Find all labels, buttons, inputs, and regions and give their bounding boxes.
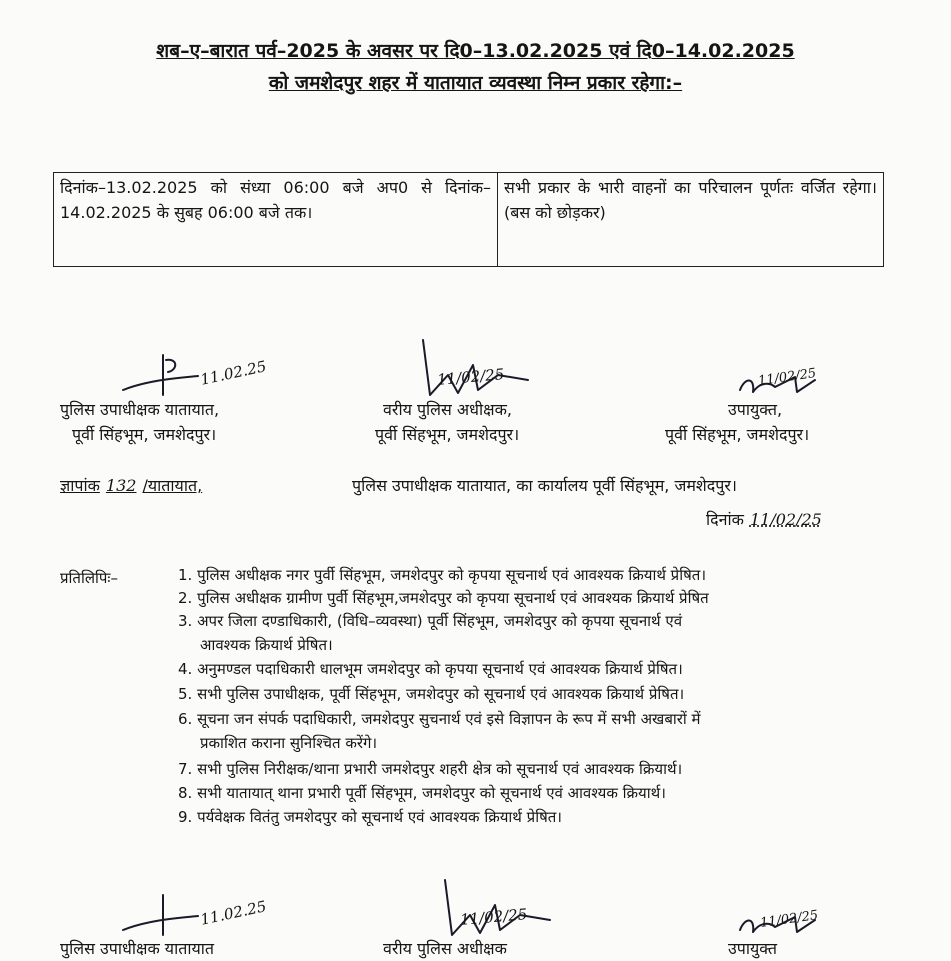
memo-number-value: 132 [105, 476, 137, 495]
copy-item-continuation: प्रकाशित कराना सुनिश्चित करेंगे। [200, 734, 378, 752]
copy-item: 9. पर्यवेक्षक वितंतु जमशेदपुर को सूचनार्थ एवं आवश्यक क्रियार्थ प्रेषित। [178, 808, 562, 826]
copy-item: 5. सभी पुलिस उपाधीक्षक, पूर्वी सिंहभूम, जमशेदपुर को सूचनार्थ एवं आवश्यक क्रियार्थ प्रेषित। [178, 685, 685, 703]
signature-date-ssp: 11/02/25 [436, 365, 506, 389]
signatory-2-title: वरीय पुलिस अधीक्षक, [383, 400, 512, 419]
memo-number-label: ज्ञापांक [60, 476, 100, 495]
signature-date-dc: 11/02/25 [757, 366, 818, 389]
memo-date-label: दिनांक [706, 510, 744, 529]
copy-item: 8. सभी यातायात् थाना प्रभारी पूर्वी सिंहभूम, जमशेदपुर को सूचनार्थ एवं आवश्यक क्रियार्थ। [178, 784, 666, 802]
copy-item: 4. अनुमण्डल पदाधिकारी धालभूम जमशेदपुर को कृपया सूचनार्थ एवं आवश्यक क्रियार्थ प्रेषित। [178, 660, 683, 678]
copy-item: 6. सूचना जन संपर्क पदाधिकारी, जमशेदपुर सुचनार्थ एवं इसे विज्ञापन के रूप में सभी अखबारों में [178, 710, 701, 728]
signature-date-dsp: 11.02.25 [198, 357, 268, 389]
memo-number-suffix: /यातायात, [142, 476, 203, 495]
signatory-3-place: पूर्वी सिंहभूम, जमशेदपुर। [665, 425, 810, 444]
copy-label: प्रतिलिपिः– [60, 569, 118, 587]
signatory-3-title: उपायुक्त, [728, 400, 783, 419]
notice-title-line-2: को जमशेदपुर शहर में यातायात व्यवस्था निम्न प्रकार रहेगा:– [268, 72, 683, 94]
notice-title-line-1: शब–ए–बारात पर्व–2025 के अवसर पर दि0–13.02.2025 एवं दि0–14.02.2025 [156, 40, 795, 62]
memo-number [60, 474, 202, 498]
copy-item: 7. सभी पुलिस निरीक्षक/थाना प्रभारी जमशेदपुर शहरी क्षेत्र को सूचनार्थ एवं आवश्यक क्रियार्थ। [178, 760, 683, 778]
footer-signatory-2-title: वरीय पुलिस अधीक्षक [383, 939, 507, 958]
copy-item: 3. अपर जिला दण्डाधिकारी, (विधि–व्यवस्था) पूर्वी सिंहभूम, जमशेदपुर को कृपया सूचनार्थ एवं [178, 612, 683, 630]
signatory-2-place: पूर्वी सिंहभूम, जमशेदपुर। [375, 425, 520, 444]
memo-date [706, 508, 822, 532]
copy-item: 1. पुलिस अधीक्षक नगर पुर्वी सिंहभूम, जमशेदपुर को कृपया सूचनार्थ एवं आवश्यक क्रियार्थ प्रेषित। [178, 566, 707, 584]
signatory-1-place: पूर्वी सिंहभूम, जमशेदपुर। [72, 425, 217, 444]
copy-item: 2. पुलिस अधीक्षक ग्रामीण पुर्वी सिंहभूम,जमशेदपुर को कृपया सूचनार्थ एवं आवश्यक क्रियार्थ प्रेषित [178, 589, 709, 607]
copy-item-continuation: आवश्यक क्रियार्थ प्रेषित। [200, 636, 333, 654]
memo-date-value: 11/02/25 [749, 510, 822, 529]
footer-signatory-1-title: पुलिस उपाधीक्षक यातायात [60, 939, 215, 958]
time-period-cell: दिनांक–13.02.2025 को संध्या 06:00 बजे अप0 से दिनांक–14.02.2025 के सुबह 06:00 बजे तक। [54, 173, 498, 267]
signatory-1-title: पुलिस उपाधीक्षक यातायात, [60, 400, 220, 419]
traffic-notice-table [53, 172, 884, 267]
footer-signature-date-ssp: 11/02/25 [459, 905, 529, 929]
footer-signatory-3-title: उपायुक्त [728, 939, 777, 958]
memo-office: पुलिस उपाधीक्षक यातायात, का कार्यालय पूर्वी सिंहभूम, जमशेदपुर। [352, 476, 737, 495]
footer-signature-date-dsp: 11.02.25 [198, 897, 268, 929]
restriction-cell: सभी प्रकार के भारी वाहनों का परिचालन पूर्णतः वर्जित रहेगा। (बस को छोड़कर) [504, 178, 877, 222]
footer-signature-date-dc: 11/02/25 [759, 908, 820, 931]
